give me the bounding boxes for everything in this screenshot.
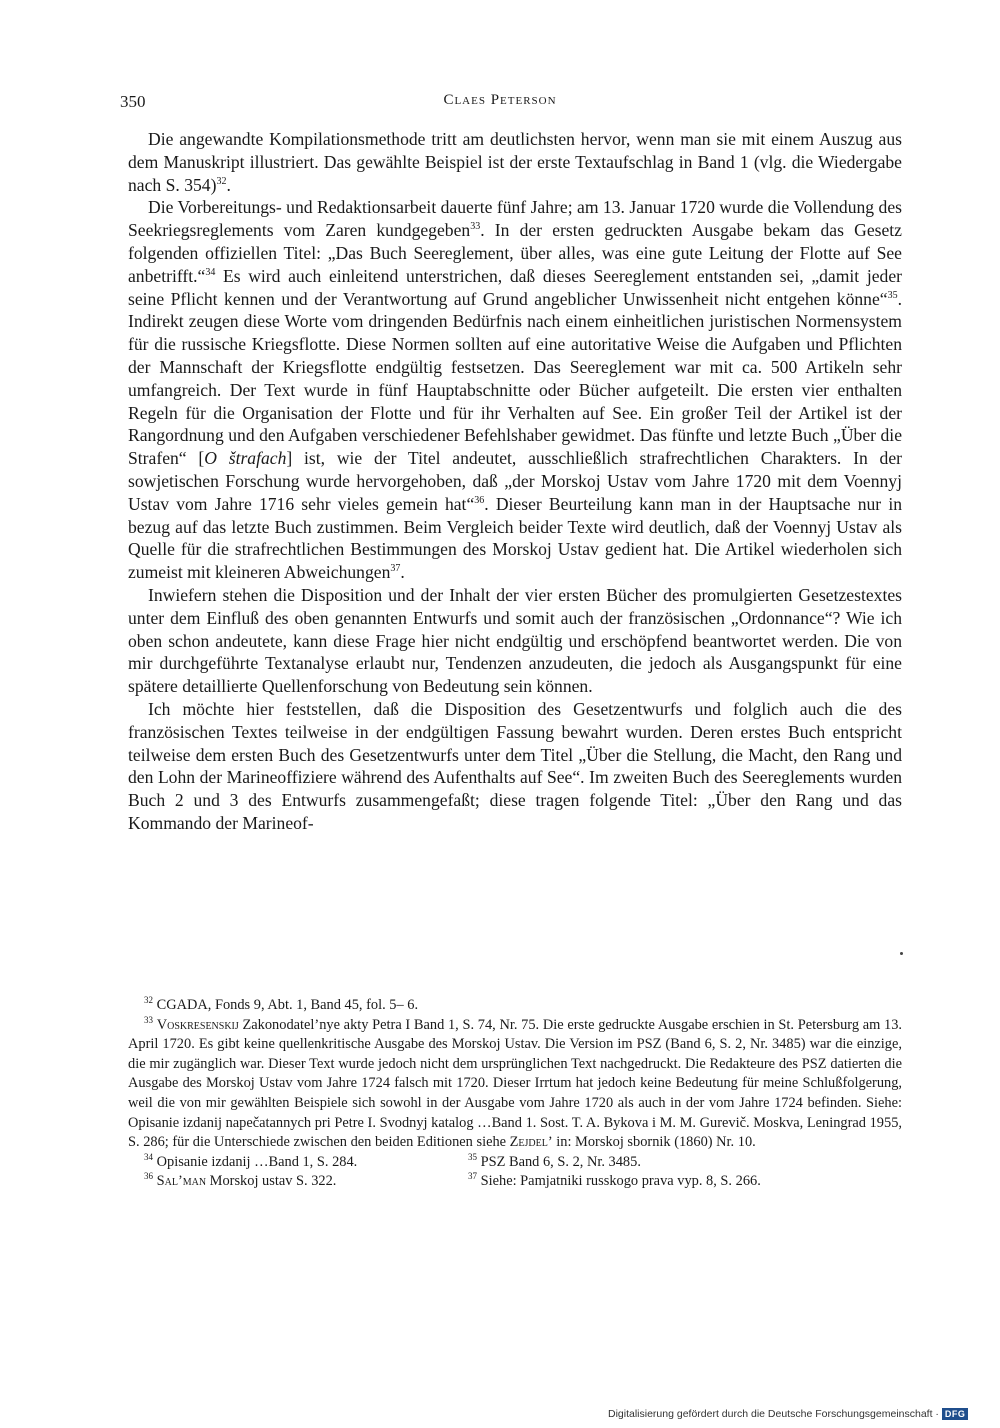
dfg-logo: DFG: [942, 1408, 969, 1420]
footnote-ref-36[interactable]: 36: [474, 494, 485, 506]
paragraph-2: Die Vorbereitungs- und Redaktionsarbeit dauerte fünf Jahre; am 13. Januar 1720 wurde die Vollendung des Seekriegsreglements vom Zaren kundgegeben$^{33}$. In der ersten gedruckten Ausgabe bekam das Gesetz folgenden offiziellen Titel: „Das Buch Seereglement, über alles, was eine gute Leitung der Flotte auf See anbetrifft.“$^{34}$ Es wird auch einleitend unterstrichen, daß dieses Seereglement entstanden sei, „damit jeder seine Pflicht kennen und der Verantwortung auf Grund angeblicher Unwissenheit nicht entgehen könne“$^{35}$. Indirekt zeugen diese Worte vom dringenden Bedürfnis nach einem einheitlichen juristischen Normensystem für die russische Kriegsflotte. Diese Normen sollten auf eine autoritative Weise die Aufgaben und Pflichten der Mannschaft der Kriegsflotte endgültig festsetzen. Das Seereglement war mit ca. 500 Artikeln sehr umfangreich. Der Text wurde in fünf Hauptabschnitte oder Bücher aufgeteilt. Die ersten vier enthalten Regeln für die Organisation der Flotte und für ihr Verhalten auf See. Ein großer Teil der Artikel ist der Rangordnung und den Aufgaben verschiedener Befehlshaber gewidmet. Das fünfte und letzte Buch „Über die Strafen“ [O štrafach] ist, wie der Titel andeutet, ausschließlich strafrechtlichen Charakters. In der sowjetischen Forschung wurde hervorgehoben, daß „der Morskoj Ustav vom Jahre 1720 mit dem Voennyj Ustav vom Jahre 1716 sehr vieles gemein hat“$^{36}$. Dieser Beurteilung kann man in der Hauptsache nur in bezug auf das letzte Buch zustimmen. Beim Vergleich beider Texte wird deutlich, daß der Voennyj Ustav als Quelle für die strafrechtlichen Bestimmungen des Morskoj Ustav gedient hat. Die Artikel wiederholen sich zumeist mit kleineren Abweichungen$^{37}$.: [128, 197, 903, 583]
running-head: Claes Peterson: [443, 92, 557, 108]
footnotes-36-37: [128, 1172, 902, 1192]
footnote-ref-34[interactable]: 34: [205, 266, 216, 278]
paragraph-4: Ich möchte hier feststellen, daß die Disposition des Gesetzentwurfs und folglich auch die des französischen Textes teilweise in der endgültigen Fassung bewahrt wurden. Deren erstes Buch entspricht teilweise dem ersten Buch des Gesetzentwurfs unter dem Titel „Über die Stellung, die Macht, den Rang und den Lohn der Marineoffiziere während des Aufenthalts auf See“. Im zweiten Buch des Seereglements wurden Buch 2 und 3 des Entwurfs zusammengefaßt; diese tragen folgende Titel: „Über den Rang und das Kommando der Marineof-: [128, 698, 902, 833]
paragraph-1: Die angewandte Kompilationsmethode tritt am deutlichsten hervor, wenn man sie mit einem Auszug aus dem Manuskript illustriert. Das gewählte Beispiel ist der erste Textaufschlag in Band 1 (vlg. die Wiedergabe nach S. 354)$^{32}$.: [128, 129, 902, 195]
footnote-ref-32[interactable]: 32: [216, 175, 227, 187]
page-mark-dot: [900, 952, 903, 955]
footnote-ref-35[interactable]: 35: [887, 289, 898, 301]
footnote-37: $^{37}$ Siehe: Pamjatniki russkogo prava vyp. 8, S. 266.: [468, 1171, 761, 1190]
footnote-33: $^{33}$ Voskresenskij Zakonodatel’nye akty Petra I Band 1, S. 74, Nr. 75. Die erste gedruckte Ausgabe erschien in St. Petersburg am 13. April 1720. Es gibt keine quellenkritische Ausgabe des Morskoj Ustav. Die Version im PSZ (Band 6, S. 2, Nr. 3485) war die einzige, die mir zugänglich war. Dieser Text wurde jedoch nicht dem ursprünglichen Text nachgedruckt. Die Redakteure des PSZ datierten die Ausgabe des Morskoj Ustav vom Jahre 1724 falsch mit 1720. Dieser Irrtum hat jedoch keine Bedeutung für meine Schlußfolgerung, weil die von mir gewählten Beispiele sich sowohl in der Ausgabe vom Jahre 1720 als auch in der vom Jahre 1724 befinden. Siehe: Opisanie izdanij napečatannych pri Petre I. Svodnyj katalog …Band 1. Sost. T. A. Bykova i M. M. Gurevič. Moskva, Leningrad 1955, S. 286; für die Unterschiede zwischen den beiden Editionen siehe Zejdel’ in: Morskoj sbornik (1860) Nr. 10.: [128, 1014, 902, 1151]
footnotes: [128, 996, 902, 1192]
digitization-notice: [608, 1408, 968, 1420]
body-text: [128, 128, 902, 835]
footnote-ref-33[interactable]: 33: [470, 221, 481, 233]
footnote-34: $^{34}$ Opisanie izdanij …Band 1, S. 284.: [144, 1151, 358, 1170]
footnote-ref-37[interactable]: 37: [390, 563, 401, 575]
footnote-32: $^{32}$ CGADA, Fonds 9, Abt. 1, Band 45, fol. 5– 6.: [144, 995, 419, 1013]
digitization-text: Digitalisierung gefördert durch die Deutsche Forschungsgemeinschaft ·: [608, 1408, 939, 1420]
page-number: 350: [120, 92, 146, 111]
paragraph-3: Inwiefern stehen die Disposition und der Inhalt der vier ersten Bücher des promulgierten Gesetzestextes unter dem Einfluß des oben genannten Entwurfs und somit auch der französischen „Ordonnance“? Wie ich oben schon andeutete, kann diese Frage hier nicht endgültig und erschöpfend beantwortet werden. Die von mir durchgeführte Textanalyse erlaubt nur, Tendenzen anzudeuten, die jedoch als Ausgangspunkt für eine spätere detaillierte Quellenforschung von Bedeutung sein können.: [128, 584, 902, 697]
footnotes-34-35: [128, 1153, 902, 1173]
footnote-36: $^{36}$ Sal’man Morskoj ustav S. 322.: [144, 1171, 337, 1190]
footnote-35: $^{35}$ PSZ Band 6, S. 2, Nr. 3485.: [468, 1151, 641, 1170]
